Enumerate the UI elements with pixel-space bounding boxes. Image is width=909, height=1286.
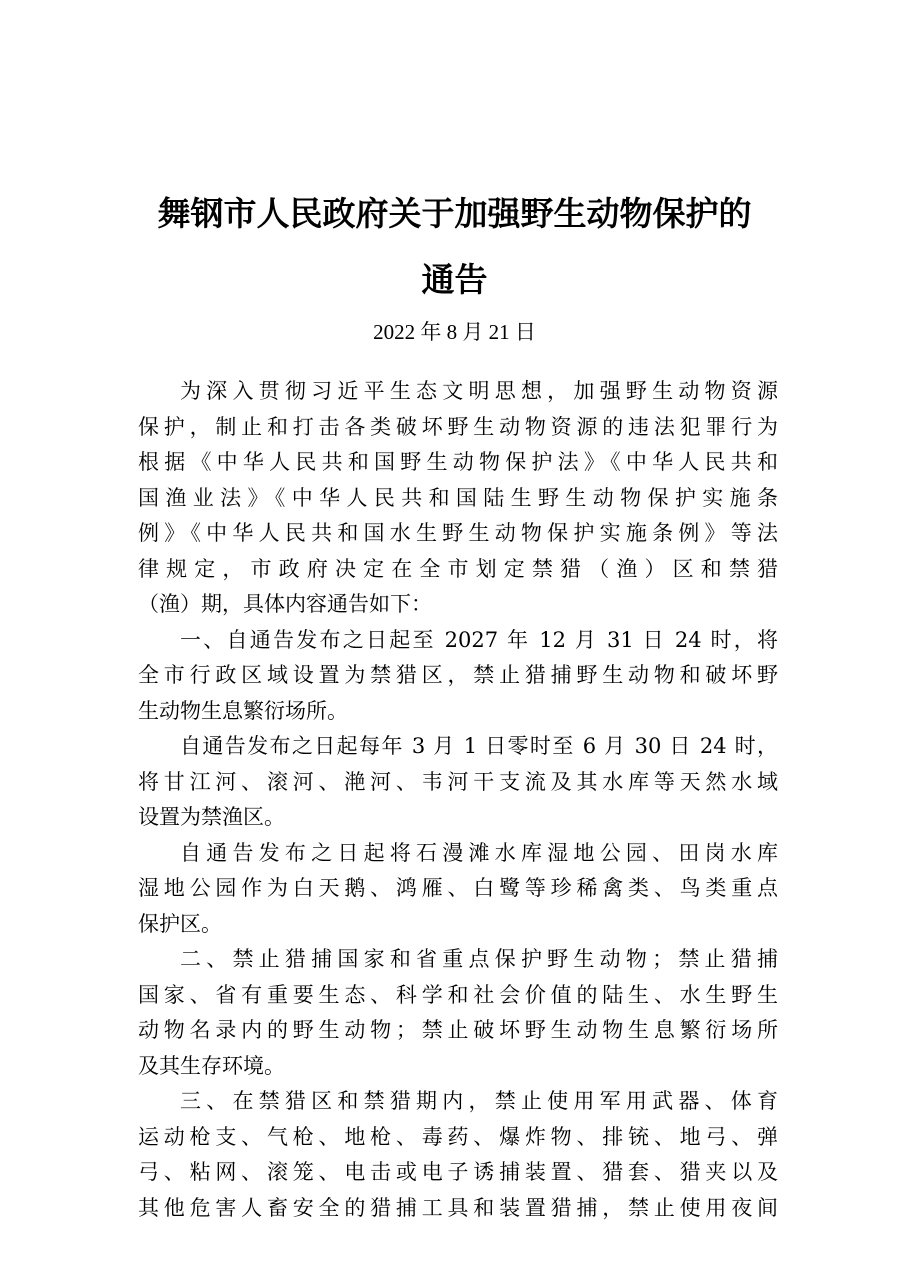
body-line: 弓、粘网、滚笼、电击或电子诱捕装置、猎套、猎夹以及	[138, 1160, 778, 1184]
body-line: 自通告发布之日起每年 3 月 1 日零时至 6 月 30 日 24 时，	[180, 734, 778, 758]
body-line: 其他危害人畜安全的猎捕工具和装置猎捕，禁止使用夜间	[138, 1195, 778, 1220]
body-line: 运动枪支、气枪、地枪、毒药、爆炸物、排铳、地弓、弹	[138, 1124, 778, 1149]
body-line: 根据《中华人民共和国野生动物保护法》《中华人民共和	[138, 450, 778, 474]
body-line: 三、在禁猎区和禁猎期内，禁止使用军用武器、体育	[180, 1089, 778, 1113]
body-line: 生动物生息繁衍场所。	[138, 698, 348, 723]
body-line: 一、自通告发布之日起至 2027 年 12 月 31 日 24 时，将	[180, 627, 778, 652]
body-line: 自通告发布之日起将石漫滩水库湿地公园、田岗水库	[180, 840, 778, 865]
body-line: 例》《中华人民共和国水生野生动物保护实施条例》等法	[138, 521, 778, 545]
document-title-line-1: 舞钢市人民政府关于加强野生动物保护的	[157, 194, 752, 233]
body-line: 动物名录内的野生动物；禁止破坏野生动物生息繁衍场所	[138, 1018, 778, 1042]
body-line: 二、禁止猎捕国家和省重点保护野生动物；禁止猎捕	[180, 947, 778, 971]
body-line: 湿地公园作为白天鹅、鸿雁、白鹭等珍稀禽类、鸟类重点	[138, 876, 778, 900]
body-line: 及其生存环境。	[138, 1053, 285, 1078]
body-line: 国家、省有重要生态、科学和社会价值的陆生、水生野生	[138, 982, 778, 1007]
body-line: 设置为禁渔区。	[138, 805, 285, 829]
body-line: 保护，制止和打击各类破坏野生动物资源的违法犯罪行为	[138, 414, 778, 439]
document-body	[138, 374, 778, 1226]
body-line: 全市行政区域设置为禁猎区，禁止猎捕野生动物和破坏野	[138, 663, 778, 687]
body-line: 国渔业法》《中华人民共和国陆生野生动物保护实施条	[138, 485, 778, 510]
body-line: 保护区。	[138, 911, 222, 936]
body-line: 律规定，市政府决定在全市划定禁猎（渔）区和禁猎	[138, 556, 778, 581]
document-date: 2022 年 8 月 21 日	[373, 320, 536, 344]
document-title-line-2: 通告	[421, 260, 488, 299]
body-line: 为深入贯彻习近平生态文明思想，加强野生动物资源	[180, 379, 778, 403]
body-line: 将甘江河、滚河、滟河、韦河干支流及其水库等天然水域	[138, 769, 778, 794]
body-line: （渔）期，具体内容通告如下：	[138, 592, 432, 616]
